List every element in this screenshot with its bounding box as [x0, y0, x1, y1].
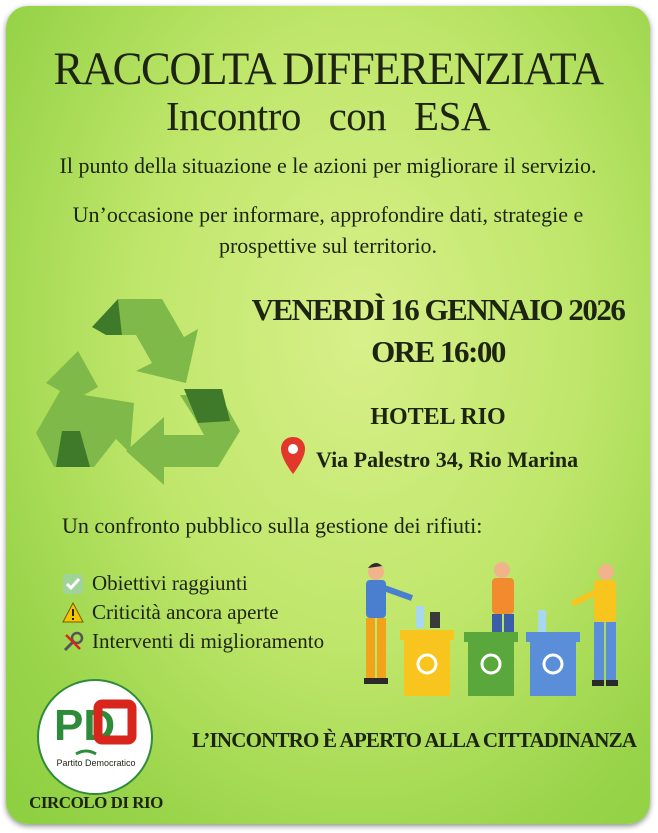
check-icon — [62, 573, 84, 595]
description-line-1: Un’occasione per informare, approfondire dati, strategie e — [72, 202, 584, 227]
wrench-icon — [62, 631, 84, 653]
event-venue: HOTEL RIO — [370, 404, 506, 430]
agenda-item-label: Obiettivi raggiunti — [92, 571, 248, 595]
agenda-item-label: Interventi di miglioramento — [92, 629, 325, 653]
pd-logo — [36, 678, 154, 796]
agenda-item — [62, 571, 248, 596]
logo-letter-p: PD — [54, 701, 116, 750]
logo-caption: Partito Democratico — [56, 758, 136, 768]
event-poster — [6, 6, 650, 824]
poster-subtitle: Incontro con ESA — [165, 93, 491, 139]
warning-icon — [62, 602, 84, 624]
agenda-item — [62, 629, 324, 654]
recycle-icon — [34, 291, 246, 491]
circle-name: CIRCOLO DI RIO — [29, 793, 163, 812]
agenda-item-label: Criticità ancora aperte — [92, 600, 279, 624]
event-address: Via Palestro 34, Rio Marina — [316, 447, 579, 472]
map-pin-icon — [280, 436, 306, 476]
agenda-item — [62, 600, 279, 625]
intro-text: Il punto della situazione e le azioni per migliorare il servizio. — [59, 153, 597, 178]
event-time: ORE 16:00 — [371, 334, 505, 369]
recycling-people-illustration — [354, 558, 634, 703]
open-invitation-note: L’INCONTRO È APERTO ALLA CITTADINANZA — [192, 728, 637, 752]
poster-title: RACCOLTA DIFFERENZIATA — [53, 43, 603, 95]
description-line-2: prospettive sul territorio. — [218, 233, 438, 258]
agenda-heading: Un confronto pubblico sulla gestione dei rifiuti: — [62, 513, 483, 538]
event-date: VENERDÌ 16 GENNAIO 2026 — [251, 292, 625, 327]
